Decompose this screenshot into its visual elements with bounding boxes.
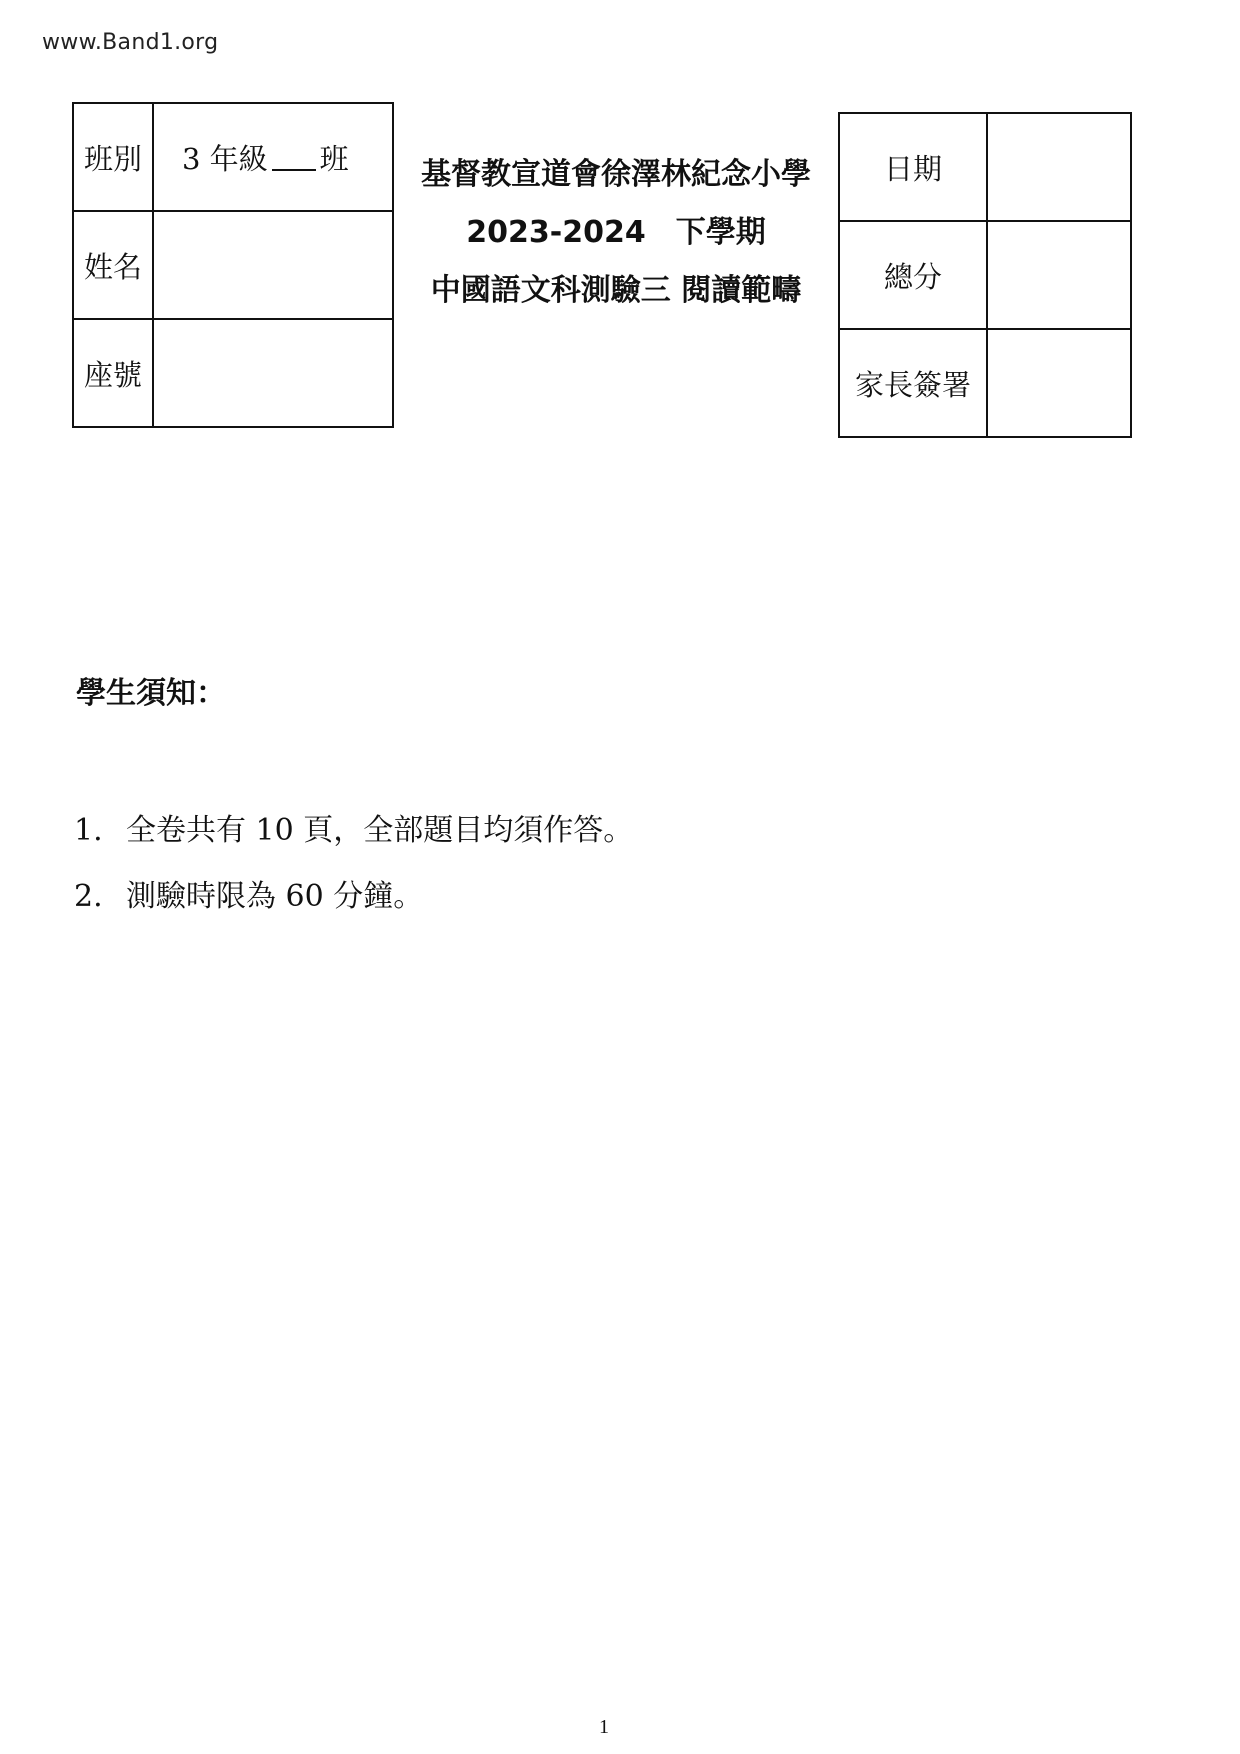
date-value-cell: [987, 113, 1131, 221]
score-info-table: [838, 112, 1132, 438]
page-number: 1: [599, 1716, 609, 1738]
seat-row: [73, 319, 393, 427]
term-line: 2023-2024 下學期: [466, 215, 766, 250]
class-value: [153, 103, 393, 211]
school-header: [396, 146, 836, 320]
student-info-table: [72, 102, 394, 428]
instruction-number: 2.: [74, 879, 103, 914]
school-name: 基督教宣道會徐澤林紀念小學: [421, 157, 811, 192]
class-blank-line: [272, 169, 316, 171]
parent-signature-label: 家長簽署: [839, 329, 987, 437]
exam-title: 中國語文科測驗三 閱讀範疇: [430, 273, 802, 308]
grade-text: 3 年級: [182, 141, 268, 176]
instruction-number: 1.: [74, 813, 103, 848]
parent-signature-cell: [987, 329, 1131, 437]
instruction-item: [74, 864, 633, 930]
instruction-text: 測驗時限為 60 分鐘。: [126, 879, 424, 914]
instruction-item: [74, 798, 633, 864]
class-suffix: 班: [319, 141, 349, 176]
instructions-list: [74, 798, 633, 930]
watermark-url: www.Band1.org: [42, 30, 219, 55]
notice-heading: 學生須知：: [76, 676, 226, 711]
score-value-cell: [987, 221, 1131, 329]
class-row: [73, 103, 393, 211]
seat-value-cell: [153, 319, 393, 427]
signature-row: [839, 329, 1131, 437]
seat-label: 座號: [73, 319, 153, 427]
date-row: [839, 113, 1131, 221]
name-row: [73, 211, 393, 319]
score-label: 總分: [839, 221, 987, 329]
class-label: 班別: [73, 103, 153, 211]
score-row: [839, 221, 1131, 329]
date-label: 日期: [839, 113, 987, 221]
name-label: 姓名: [73, 211, 153, 319]
name-value-cell: [153, 211, 393, 319]
instruction-text: 全卷共有 10 頁，全部題目均須作答。: [126, 813, 634, 848]
